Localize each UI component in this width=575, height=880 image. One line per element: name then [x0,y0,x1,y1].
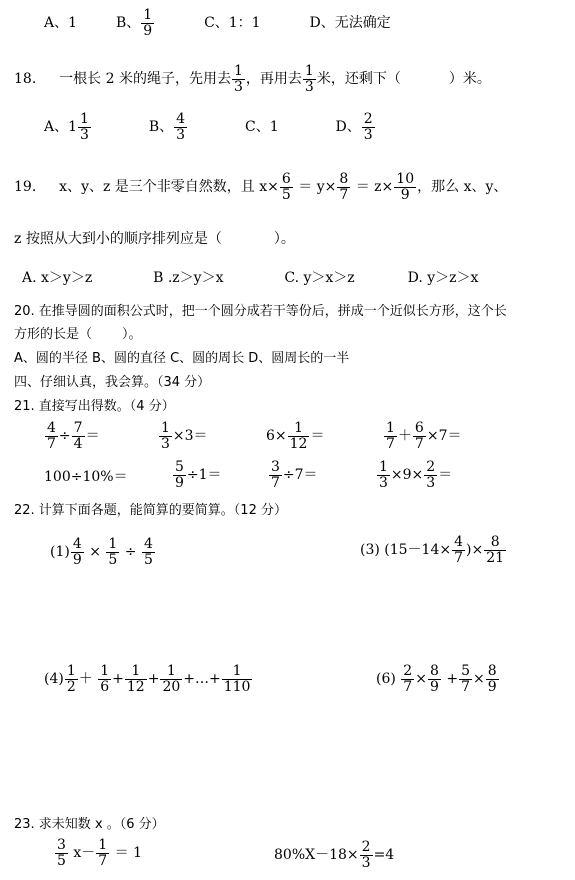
math-text: ÷ [124,544,137,561]
q19-text-1: x、y、z 是三个非零自然数，且 x× [59,179,279,196]
q22-problem-4 [44,664,253,694]
fraction [486,664,499,694]
numerator: 2 [403,663,413,679]
q18-text-3: 米，还剩下（ [316,71,401,88]
q20-line-2-text: 方形的长是（ [14,327,93,342]
q19-text-2: ＝ y× [298,179,337,196]
numerator: 1 [66,663,76,679]
numerator: 1 [379,459,388,475]
q18-text-2: ，再用去 [245,71,302,88]
numerator: 2 [426,459,436,475]
q17-option-d: D、无法确定 [309,15,391,32]
fraction [384,421,397,451]
math-text: (4) [44,671,64,688]
fraction [71,537,84,567]
numerator: 1 [233,63,243,79]
numerator: 5 [461,663,470,679]
q19-number: 19. [14,179,37,196]
q18-option-a-fraction [78,112,91,142]
q19-text-3: ＝ z× [355,179,394,196]
numerator: 4 [176,111,186,127]
q18-option-d: D、 [335,119,361,136]
denominator: 12 [126,678,145,695]
math-text: ×7＝ [426,428,462,445]
q21-r1c1 [44,421,100,451]
fraction [142,537,155,567]
numerator: 2 [363,111,373,127]
q21-r2c3 [268,460,318,490]
q18-fraction-1 [232,64,245,94]
denominator: 3 [176,126,186,143]
numerator: 1 [108,536,118,552]
q21-r1c2 [158,421,208,451]
math-text: 80%X－18× [274,847,359,864]
denominator: 5 [281,186,291,203]
fraction [72,421,85,451]
numerator: 1 [125,664,147,680]
q23-equation-2 [274,840,394,870]
q22-problem-6 [376,664,500,694]
math-text: ×3＝ [172,428,208,445]
fraction [98,664,111,694]
numerator: 1 [98,837,108,853]
fraction [65,664,78,694]
q21-r2c4 [376,460,452,490]
numerator: 3 [271,459,280,475]
q19-option-d: D. y＞z＞x [407,270,479,286]
q18-number: 18. [14,71,37,88]
q21-r2c2 [172,460,222,490]
denominator: 3 [361,854,371,871]
numerator: 8 [487,663,497,679]
numerator: 8 [484,535,506,551]
math-text: ÷ [58,428,71,445]
q19-fraction-1 [280,172,293,202]
math-text: ＝ 1 [114,845,143,862]
denominator: 7 [414,435,424,452]
fraction [377,460,390,490]
fraction [173,460,186,490]
denominator: 4 [73,435,83,452]
q21-r1c3 [266,421,324,451]
numerator: 4 [47,420,56,436]
fraction [288,421,310,451]
q17-options-row [44,8,391,38]
math-text: ＝ [438,467,453,484]
denominator: 9 [72,551,82,568]
fraction [269,460,282,490]
q21-r1c4 [383,421,461,451]
fraction [424,460,437,490]
numerator: 6 [281,171,291,187]
numerator: 4 [143,536,153,552]
q20-line-2-end: ）。 [122,327,142,342]
q18-option-b-fraction [174,112,187,142]
q18-text-1: 一根长 2 米的绳子，先用去 [59,71,231,88]
q20-line-1: 20. 在推导圆的面积公式时，把一个圆分成若干等份后，拼成一个近似长方形，这个长 [14,304,507,319]
q21-r2c1 [44,470,128,484]
q22-problem-3 [360,535,507,565]
math-text: ÷7＝ [282,467,318,484]
denominator: 110 [223,678,251,695]
q23-title: 23. 求未知数 x 。（6 分） [14,817,165,832]
denominator: 9 [175,474,184,491]
fraction [360,840,373,870]
numerator: 1 [288,421,310,437]
denominator: 6 [100,678,110,695]
math-text: + [446,671,459,688]
numerator: 3 [57,837,66,853]
q19-line-2 [14,232,295,246]
q18-question [14,64,491,94]
denominator: 5 [57,852,66,869]
math-text: ＋ [78,671,93,688]
q20-line-2 [14,328,142,341]
numerator: 7 [73,420,83,436]
denominator: 3 [363,126,373,143]
math-text: ＋ [397,428,412,445]
q18-option-a: A、1 [44,119,78,136]
denominator: 7 [339,186,349,203]
denominator: 7 [98,852,108,869]
fraction [401,664,414,694]
math-text: × [89,544,101,561]
denominator: 5 [108,551,118,568]
math-text: 6× [266,428,287,445]
fraction [413,421,426,451]
fraction [428,664,441,694]
numerator: 6 [414,420,424,436]
math-text: =4 [373,847,395,864]
fraction [484,535,506,565]
fraction [222,664,253,694]
fraction [159,421,172,451]
section-4-heading: 四、仔细认真，我会算。（34 分） [14,375,211,390]
q18-options-row [44,112,376,142]
math-text: )× [466,542,484,559]
denominator: 7 [271,474,280,491]
math-text: (6) [376,671,396,688]
math-text: (3) (15－14× [360,542,452,559]
math-text: × [415,671,427,688]
q18-option-b: B、 [148,119,174,136]
q19-question [14,172,507,202]
denominator: 3 [426,474,436,491]
fraction [96,838,109,868]
fraction [452,535,465,565]
math-text: ＝ [310,428,325,445]
denominator: 2 [66,678,76,695]
math-text: +…+ [183,671,221,688]
denominator: 3 [304,78,314,95]
q19-option-b: B .z＞y＞x [153,270,224,286]
math-text: ÷1＝ [186,467,222,484]
math-text: ＝ [85,428,100,445]
denominator: 20 [162,678,181,695]
numerator: 1 [222,664,253,680]
q19-option-a: A. x＞y＞z [22,270,93,286]
denominator: 7 [403,678,413,695]
q19-line-2-text: z 按照从大到小的顺序排列应是（ [14,231,222,247]
denominator: 3 [233,78,243,95]
math-text: x－ [73,845,96,862]
denominator: 7 [47,435,56,452]
denominator: 9 [487,678,497,695]
numerator: 1 [143,7,153,23]
q17-option-c: C、1：1 [204,15,261,32]
denominator: 3 [80,126,89,143]
numerator: 1 [80,111,89,127]
denominator: 7 [454,549,464,566]
math-text: × [472,671,485,688]
math-text: ×9× [390,467,424,484]
numerator: 4 [454,534,464,550]
denominator: 9 [143,22,153,39]
math-text: (1) [50,544,70,561]
q20-options: A、圆的半径 B、圆的直径 C、圆的周长 D、圆周长的一半 [14,351,350,366]
q19-fraction-2 [337,172,350,202]
denominator: 3 [161,435,170,452]
denominator: 3 [379,474,388,491]
q17-option-b: B、 [115,15,141,32]
q17-option-a: A、1 [44,15,78,32]
numerator: 2 [361,839,371,855]
q18-option-d-fraction [362,112,375,142]
numerator: 4 [72,536,82,552]
q19-option-c: C. y＞x＞z [284,270,355,286]
denominator: 7 [386,435,395,452]
q22-title: 22. 计算下面各题，能简算的要简算。（12 分） [14,503,287,518]
fraction [106,537,119,567]
numerator: 1 [304,63,314,79]
fraction [125,664,147,694]
math-text: + [147,671,160,688]
q23-equation-1 [54,838,142,868]
q21-title: 21. 直接写出得数。（4 分） [14,399,175,414]
denominator: 7 [461,678,470,695]
numerator: 5 [175,459,184,475]
numerator: 1 [160,664,182,680]
q19-line-2-end: ）。 [273,231,295,247]
denominator: 5 [143,551,153,568]
q19-options-row [22,271,478,285]
numerator: 8 [339,171,349,187]
q17-option-b-fraction [141,8,154,38]
q22-problem-1 [50,537,156,567]
q19-fraction-3 [394,172,416,202]
fraction [459,664,472,694]
denominator: 21 [486,549,505,566]
denominator: 9 [429,678,439,695]
numerator: 10 [396,171,415,187]
q18-fraction-2 [303,64,316,94]
math-text: + [112,671,124,688]
denominator: 12 [289,435,308,452]
numerator: 8 [429,663,439,679]
numerator: 1 [100,663,110,679]
math-text: 100÷10%＝ [44,469,128,485]
fraction [45,421,58,451]
numerator: 1 [161,420,170,436]
q18-option-c: C、1 [244,119,279,136]
denominator: 9 [400,186,410,203]
numerator: 1 [386,420,395,436]
fraction [160,664,182,694]
fraction [55,838,68,868]
q18-text-4: ）米。 [448,71,491,88]
q19-text-4: ，那么 x、y、 [417,179,508,196]
